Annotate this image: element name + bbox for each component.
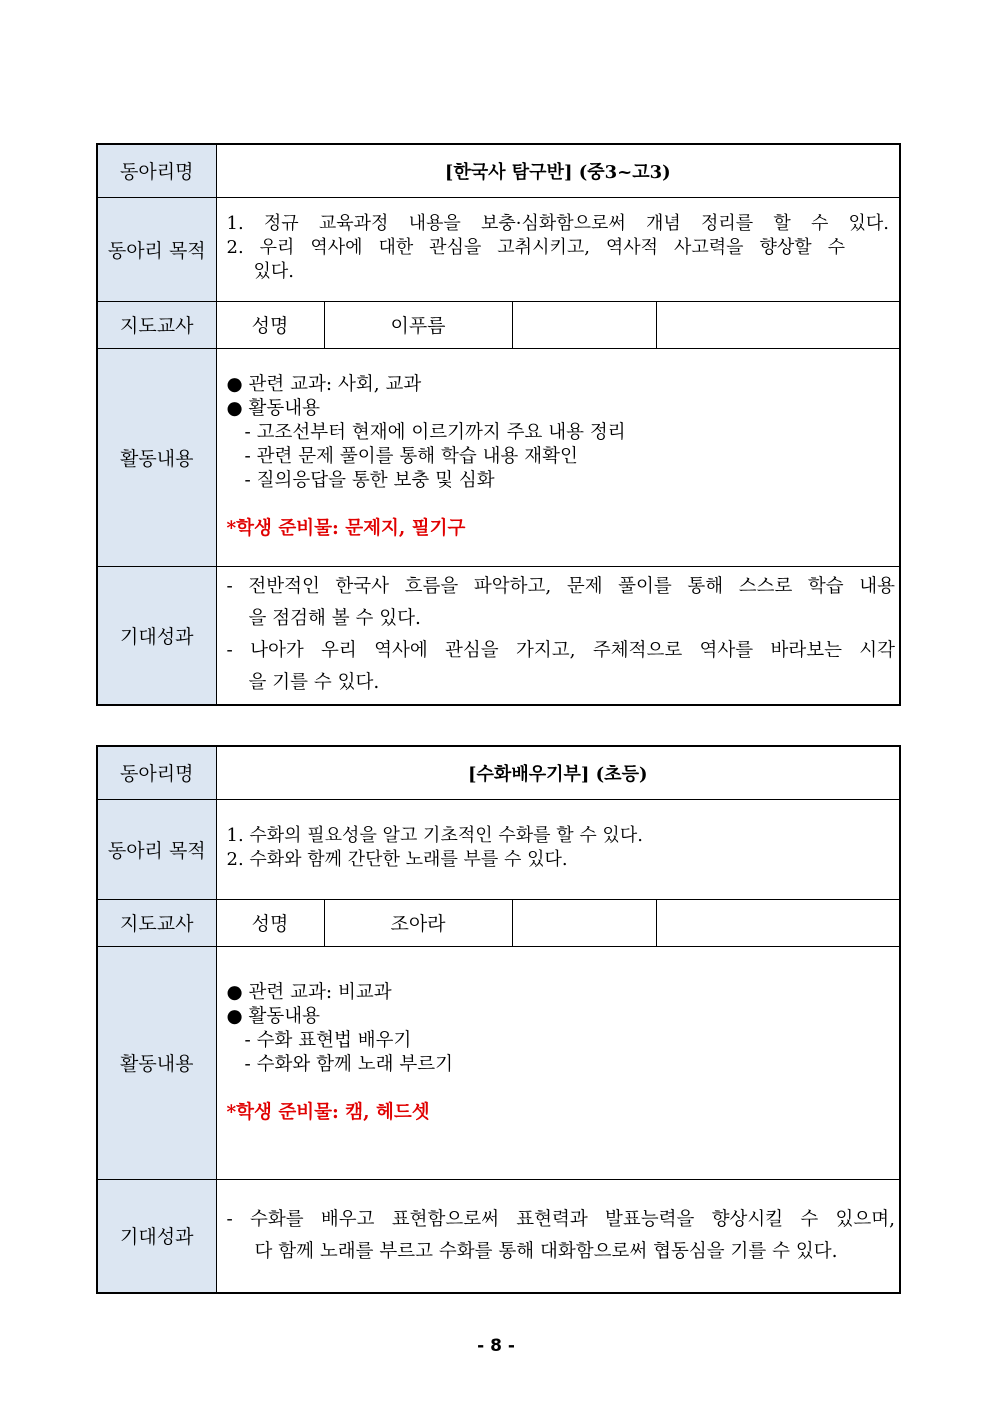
activity-item: - 관련 문제 풀이를 통해 학습 내용 재확인	[244, 446, 578, 467]
student-materials: *학생 준비물: 문제지, 필기구	[226, 518, 466, 539]
expected-line: - 수화를 배우고 표현함으로써 표현력과 발표능력을 향상시킬 수 있으며,	[226, 1208, 895, 1230]
club-name-label: 동아리명	[97, 746, 216, 799]
activity-cell	[216, 348, 900, 566]
activity-label: 활동내용	[97, 946, 216, 1179]
goal-line: 1. 정규 교육과정 내용을 보충·심화함으로써 개념 정리를 할 수 있다.	[226, 213, 890, 234]
related-subject: ● 관련 교과: 비교과	[226, 981, 392, 1003]
teacher-label: 지도교사	[97, 301, 216, 348]
expected-label: 기대성과	[97, 566, 216, 705]
teacher-name: 이푸름	[324, 301, 512, 348]
club-table-korean-history	[96, 143, 901, 706]
teacher-name: 조아라	[324, 899, 512, 946]
student-materials: *학생 준비물: 캠, 헤드셋	[226, 1101, 430, 1123]
club-title: [수화배우기부] (초등)	[216, 746, 900, 799]
empty-cell	[512, 899, 656, 946]
activity-item: - 고조선부터 현재에 이르기까지 주요 내용 정리	[244, 422, 626, 443]
expected-cell	[216, 1179, 900, 1293]
activity-cell	[216, 946, 900, 1179]
club-table-sign-language	[96, 745, 901, 1294]
teacher-label: 지도교사	[97, 899, 216, 946]
expected-line: - 나아가 우리 역사에 관심을 가지고, 주체적으로 역사를 바라보는 시각	[226, 640, 896, 662]
activity-heading: ● 활동내용	[226, 1005, 321, 1027]
expected-label: 기대성과	[97, 1179, 216, 1293]
page-number: - 8 -	[477, 1336, 515, 1356]
activity-item: - 수화 표현법 배우기	[244, 1029, 412, 1051]
club-name-label: 동아리명	[97, 144, 216, 197]
teacher-name-label: 성명	[216, 899, 324, 946]
empty-cell	[656, 899, 900, 946]
expected-cell	[216, 566, 900, 705]
activity-label: 활동내용	[97, 348, 216, 566]
club-goal-label: 동아리 목적	[97, 799, 216, 899]
related-subject: ● 관련 교과: 사회, 교과	[226, 374, 422, 395]
activity-heading: ● 활동내용	[226, 398, 321, 419]
club-title: [한국사 탐구반] (중3~고3)	[216, 144, 900, 197]
goal-line: 2. 우리 역사에 대한 관심을 고취시키고, 역사적 사고력을 향상할 수	[226, 237, 846, 258]
empty-cell	[512, 301, 656, 348]
club-goal-cell	[216, 799, 900, 899]
teacher-name-label: 성명	[216, 301, 324, 348]
expected-line: - 전반적인 한국사 흐름을 파악하고, 문제 풀이를 통해 스스로 학습 내용	[226, 576, 896, 598]
expected-line: 다 함께 노래를 부르고 수화를 통해 대화함으로써 협동심을 기를 수 있다.	[254, 1240, 838, 1262]
expected-line: 을 점검해 볼 수 있다.	[248, 608, 421, 630]
goal-line: 있다.	[253, 261, 294, 282]
activity-item: - 수화와 함께 노래 부르기	[244, 1053, 453, 1075]
activity-item: - 질의응답을 통한 보충 및 심화	[244, 470, 495, 491]
empty-cell	[656, 301, 900, 348]
expected-line: 을 기를 수 있다.	[248, 672, 380, 694]
club-goal-cell	[216, 197, 900, 301]
club-goal-label: 동아리 목적	[97, 197, 216, 301]
goal-line: 1. 수화의 필요성을 알고 기초적인 수화를 할 수 있다.	[226, 824, 643, 846]
goal-line: 2. 수화와 함께 간단한 노래를 부를 수 있다.	[226, 848, 568, 870]
